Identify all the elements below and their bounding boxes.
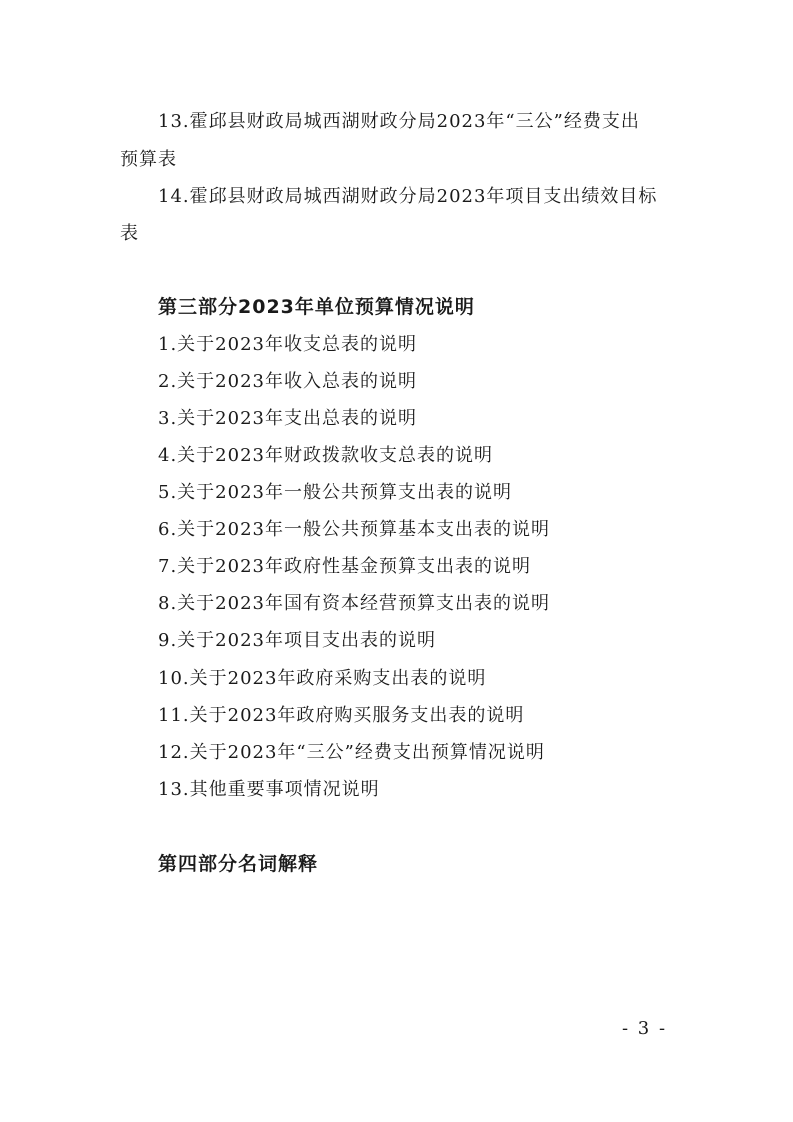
part3-item: 12.关于2023年“三公”经费支出预算情况说明 (158, 742, 545, 763)
part3-item: 1.关于2023年收支总表的说明 (158, 334, 417, 355)
part2-item-14-line1: 14.霍邱县财政局城西湖财政分局2023年项目支出绩效目标 (158, 186, 658, 207)
part3-item: 7.关于2023年政府性基金预算支出表的说明 (158, 556, 531, 577)
part3-item: 2.关于2023年收入总表的说明 (158, 371, 417, 392)
part3-item: 10.关于2023年政府采购支出表的说明 (158, 668, 487, 689)
part2-item-13-line1: 13.霍邱县财政局城西湖财政分局2023年“三公”经费支出 (158, 111, 640, 132)
page-number: - 3 - (622, 1018, 668, 1039)
part3-item: 8.关于2023年国有资本经营预算支出表的说明 (158, 593, 550, 614)
part2-item-14-line2: 表 (120, 223, 139, 244)
part3-item: 13.其他重要事项情况说明 (158, 779, 380, 800)
part4-heading: 第四部分名词解释 (158, 853, 319, 875)
part3-item: 6.关于2023年一般公共预算基本支出表的说明 (158, 519, 550, 540)
part3-item: 5.关于2023年一般公共预算支出表的说明 (158, 482, 512, 503)
part3-item: 4.关于2023年财政拨款收支总表的说明 (158, 445, 493, 466)
part3-item: 11.关于2023年政府购买服务支出表的说明 (158, 705, 525, 726)
part3-item: 3.关于2023年支出总表的说明 (158, 408, 417, 429)
part3-heading: 第三部分2023年单位预算情况说明 (158, 296, 475, 318)
part3-item: 9.关于2023年项目支出表的说明 (158, 630, 436, 651)
part2-item-13-line2: 预算表 (120, 149, 177, 170)
